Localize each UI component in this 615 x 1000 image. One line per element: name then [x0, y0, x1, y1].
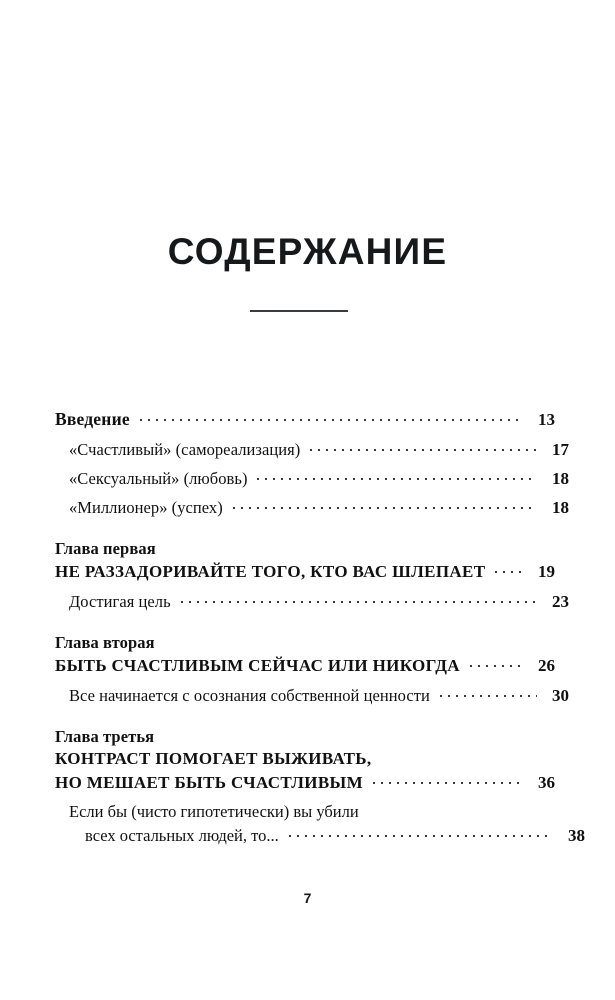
chapter-title: БЫТЬ СЧАСТЛИВЫМ СЕЙЧАС ИЛИ НИКОГДА: [55, 656, 460, 675]
chapter-number-label: Глава третья: [55, 727, 155, 746]
dot-leader: [178, 591, 537, 607]
toc-subentry[interactable]: [55, 685, 569, 706]
chapter-number-label: Глава первая: [55, 539, 156, 558]
chapter-title-line-2: НО МЕШАЕТ БЫТЬ СЧАСТЛИВЫМ: [55, 773, 363, 792]
dot-leader: [254, 468, 537, 484]
chapter-title: НЕ РАЗЗАДОРИВАЙТЕ ТОГО, КТО ВАС ШЛЕПАЕТ: [55, 562, 486, 581]
spacer: [55, 714, 555, 727]
toc-subentry[interactable]: [55, 591, 569, 612]
dot-leader: [286, 825, 553, 841]
page-title: СОДЕРЖАНИЕ: [167, 231, 448, 272]
toc-subentry[interactable]: [55, 439, 569, 460]
toc-subentry-page: 18: [552, 498, 569, 517]
dot-leader: [437, 685, 537, 701]
toc-subentry-page: 30: [552, 686, 569, 705]
chapter-page: 36: [538, 773, 555, 792]
toc-entry-page: 13: [538, 410, 555, 429]
toc-entry-introduction[interactable]: [55, 409, 555, 430]
toc-subentry[interactable]: [55, 468, 569, 489]
toc-entry-chapter-2[interactable]: [55, 655, 555, 676]
dot-leader: [307, 439, 537, 455]
toc-group-introduction: [55, 409, 569, 518]
toc-subentry-label: «Счастливый» (самореализация): [69, 440, 301, 459]
chapter-page: 19: [538, 562, 555, 581]
toc-subentry-label: Все начинается с осознания собственной ценности: [69, 686, 430, 705]
dot-leader: [137, 409, 523, 425]
spacer: [55, 620, 555, 633]
toc-subentry-label: «Миллионер» (успех): [69, 498, 223, 517]
toc-subentry-page: 18: [552, 469, 569, 488]
toc-group-chapter-2: [55, 633, 569, 706]
toc-list: [55, 409, 585, 854]
dot-leader: [492, 561, 523, 577]
chapter-page: 26: [538, 656, 555, 675]
spacer: [55, 526, 555, 539]
toc-subentry[interactable]: [55, 825, 585, 846]
toc-subentry-label: Достигая цель: [69, 592, 171, 611]
toc-subentry-label: «Сексуальный» (любовь): [69, 469, 248, 488]
toc-entry-label: Введение: [55, 409, 130, 429]
page-number-folio: 7: [303, 890, 312, 906]
toc-entry-chapter-3[interactable]: [55, 772, 555, 793]
chapter-title-line-1: КОНТРАСТ ПОМОГАЕТ ВЫЖИВАТЬ,: [55, 749, 372, 768]
title-divider: [250, 310, 348, 312]
toc-group-chapter-3: [55, 727, 585, 846]
chapter-number-label: Глава вторая: [55, 633, 155, 652]
dot-leader: [467, 655, 523, 671]
toc-subentry-line-1: Если бы (чисто гипотетически) вы убили: [69, 802, 359, 821]
toc-group-chapter-1: [55, 539, 569, 612]
dot-leader: [370, 772, 523, 788]
toc-subentry-page: 23: [552, 592, 569, 611]
toc-subentry-page: 17: [552, 440, 569, 459]
toc-subentry-line-2: всех остальных людей, то...: [85, 826, 279, 845]
toc-entry-chapter-1[interactable]: [55, 561, 555, 582]
toc-subentry[interactable]: [55, 497, 569, 518]
dot-leader: [230, 497, 537, 513]
toc-subentry-page: 38: [568, 826, 585, 845]
